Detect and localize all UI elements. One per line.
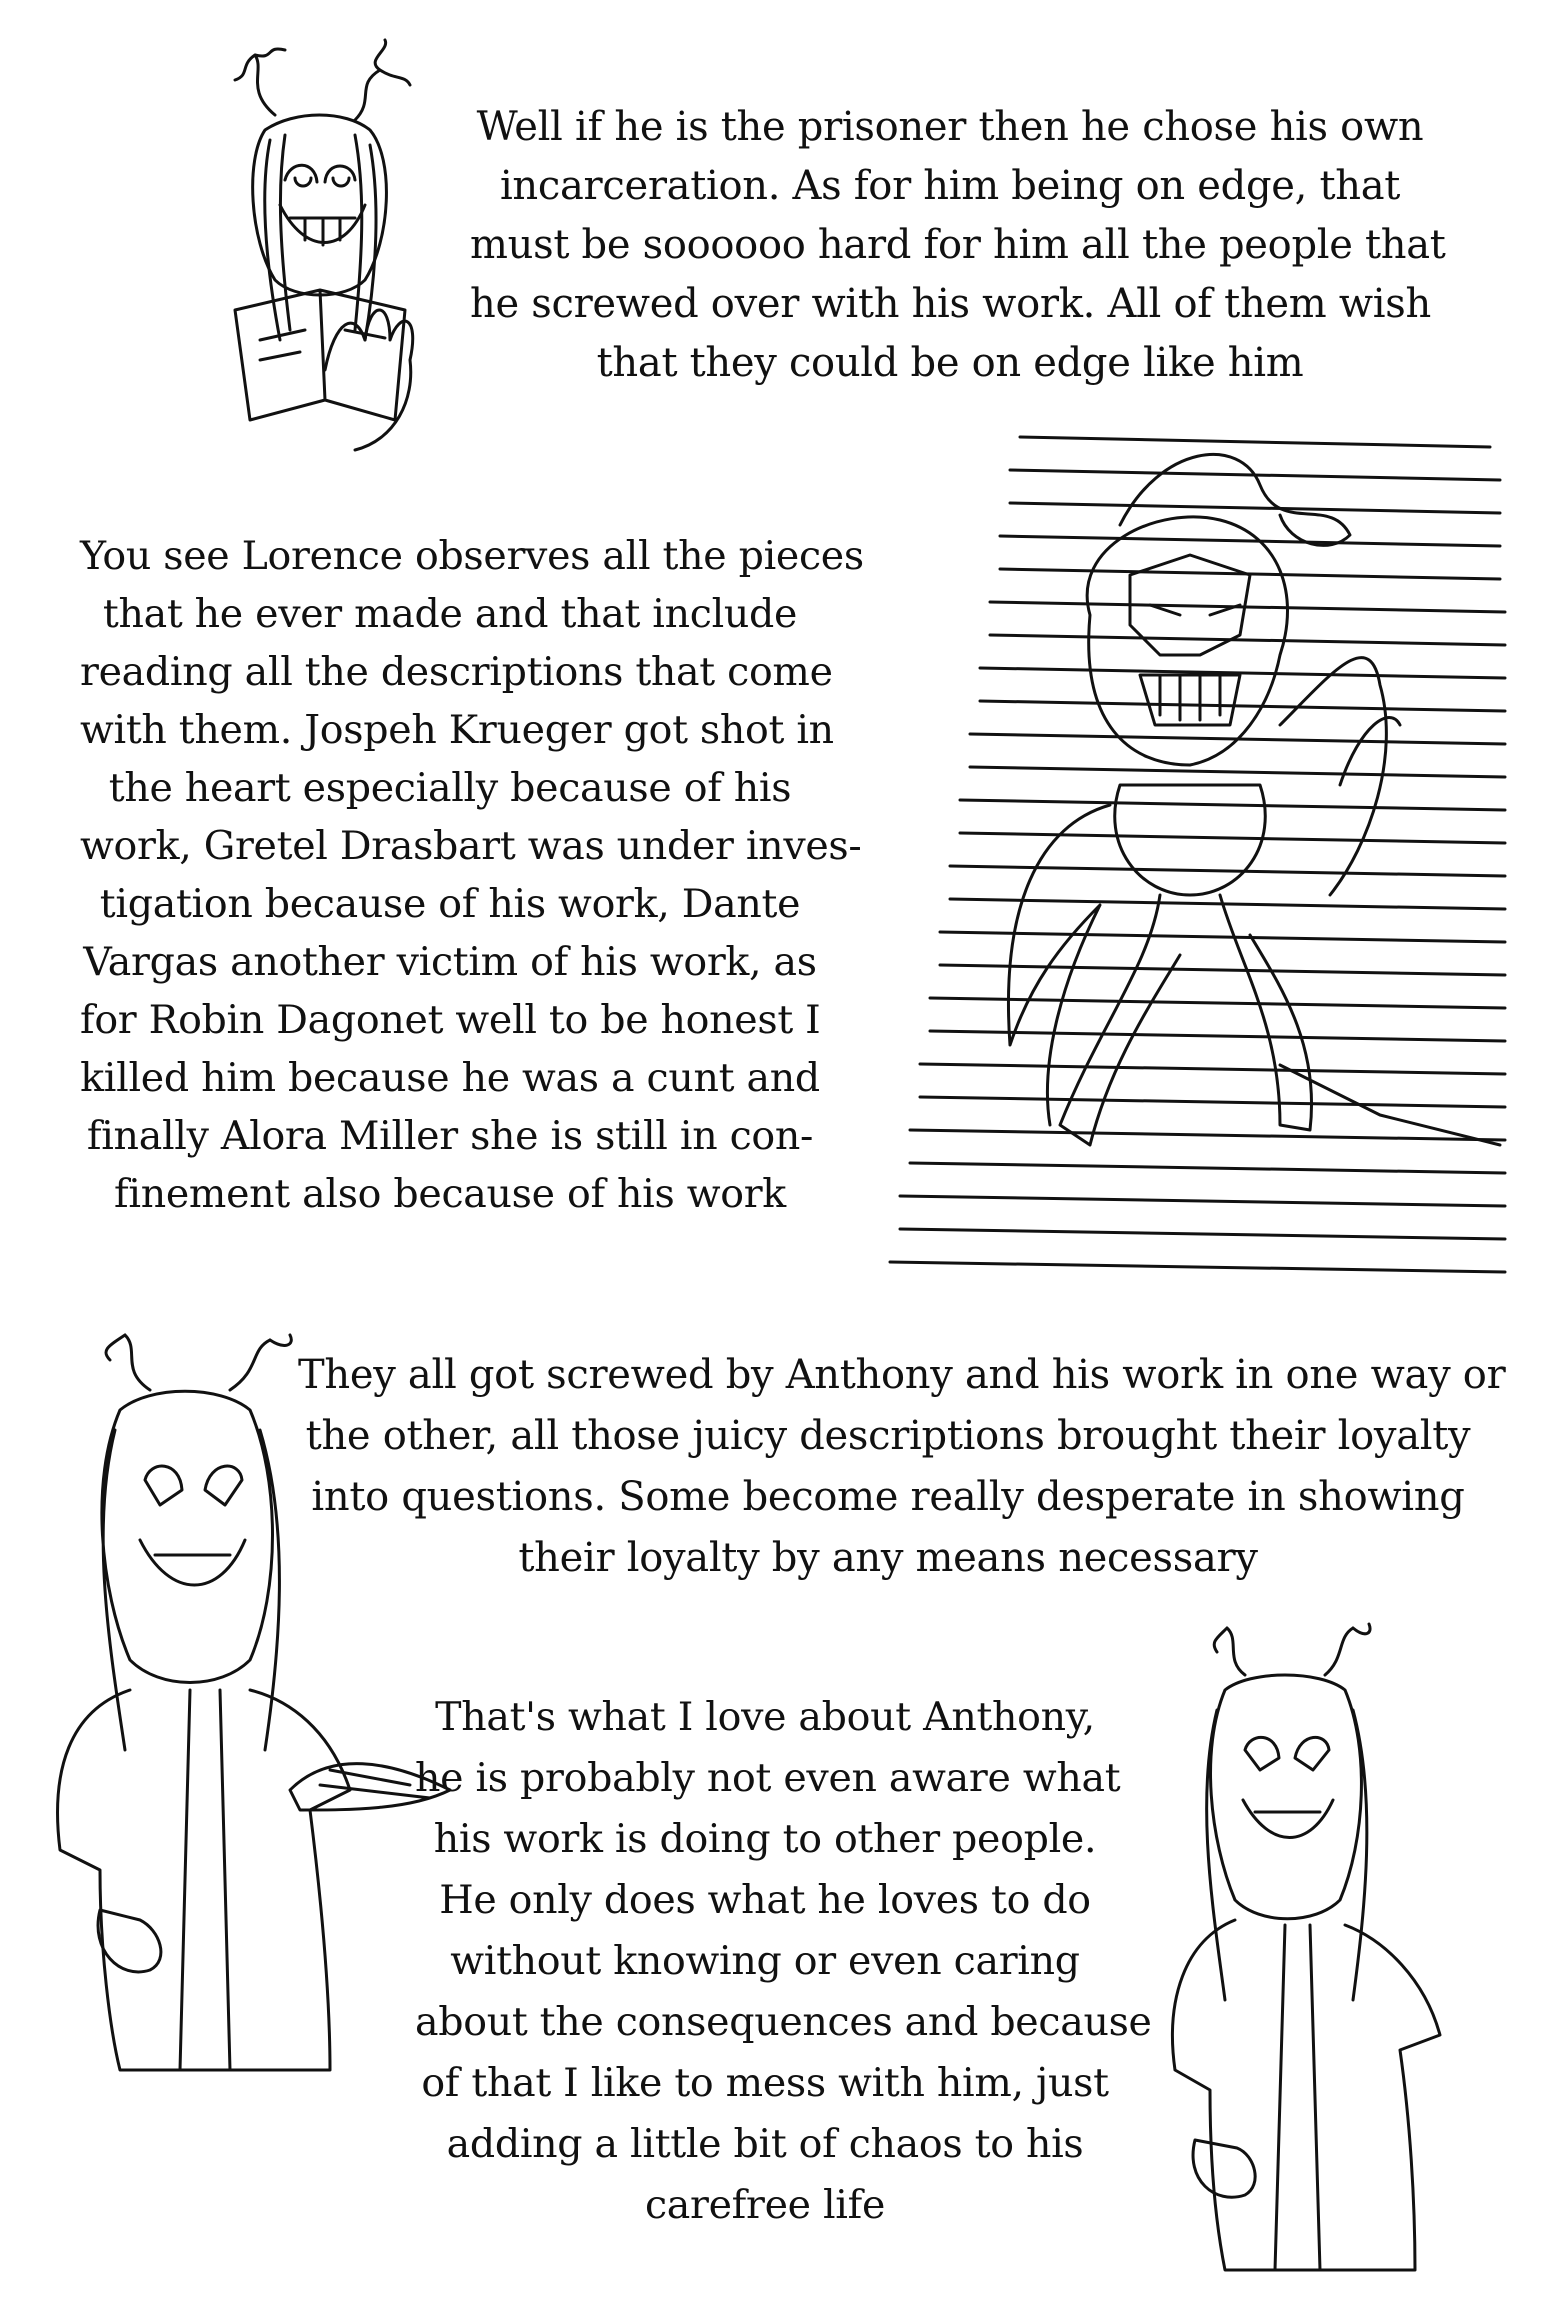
- robed-character-illustration: [1155, 1620, 1485, 2280]
- grinning-reader-illustration: [205, 40, 465, 460]
- text-line: Well if he is the prisoner then he chose his own: [476, 104, 1424, 150]
- grin: [1243, 1800, 1333, 1838]
- text-line: Vargas another victim of his work, as: [83, 939, 817, 985]
- antenna-left: [235, 49, 285, 115]
- grin: [280, 205, 365, 245]
- head-crest: [1120, 454, 1350, 545]
- text-line: They all got screwed by Anthony and his work in one way or: [298, 1352, 1506, 1398]
- text-line: his work is doing to other people.: [433, 1816, 1097, 1862]
- speech-text-4: [415, 1687, 1152, 2236]
- text-line: adding a little bit of chaos to his: [446, 2121, 1084, 2167]
- text-line: that he ever made and that include: [102, 591, 798, 637]
- text-line: reading all the descriptions that come: [80, 649, 833, 695]
- text-line: their loyalty by any means necessary: [518, 1535, 1258, 1581]
- paper-lines: [890, 437, 1505, 1272]
- text-line: into questions. Some become really desperate in showing: [311, 1474, 1465, 1520]
- text-line: tigation because of his work, Dante: [99, 881, 801, 927]
- antennae: [106, 1335, 291, 1390]
- eyes: [145, 1466, 242, 1505]
- text-line: for Robin Dagonet well to be honest I: [80, 997, 821, 1043]
- eyes: [285, 165, 355, 186]
- text-line: He only does what he loves to do: [439, 1877, 1091, 1923]
- text-line: the heart especially because of his: [108, 765, 792, 811]
- speech-text-2: [80, 527, 864, 1223]
- robe: [1173, 1920, 1441, 2270]
- text-line: That's what I love about Anthony,: [435, 1694, 1095, 1740]
- right-claw: [1280, 658, 1400, 895]
- speech-text-1: [470, 98, 1446, 393]
- antenna-right: [355, 40, 410, 120]
- held-book: [290, 1764, 450, 1810]
- grin: [140, 1540, 245, 1585]
- text-line: carefree life: [644, 2182, 886, 2228]
- hand: [98, 1910, 161, 1972]
- antennae: [1214, 1624, 1370, 1675]
- text-line: incarceration. As for him being on edge, that: [499, 163, 1401, 209]
- text-line: You see Lorence observes all the pieces: [80, 533, 864, 579]
- text-line: must be soooooo hard for him all the people that: [470, 222, 1446, 268]
- text-line: about the consequences and because: [415, 1999, 1152, 2045]
- robed-character-with-book-illustration: [30, 1330, 510, 2090]
- hand: [1193, 2140, 1255, 2197]
- text-line: work, Gretel Drasbart was under inves-: [80, 823, 862, 869]
- text-line: with them. Jospeh Krueger got shot in: [80, 707, 834, 753]
- eyes: [1245, 1737, 1329, 1770]
- text-line: he is probably not even aware what: [415, 1755, 1121, 1801]
- creature-legs: [1060, 895, 1500, 1145]
- text-line: the other, all those juicy descriptions brought their loyalty: [305, 1413, 1471, 1459]
- text-line: finally Alora Miller she is still in con-: [86, 1113, 814, 1159]
- text-line: of that I like to mess with him, just: [421, 2060, 1109, 2106]
- creature-body: [1115, 785, 1266, 895]
- text-line: that they could be on edge like him: [596, 340, 1304, 386]
- text-line: finement also because of his work: [114, 1171, 786, 1217]
- text-line: he screwed over with his work. All of them wish: [470, 281, 1431, 327]
- text-line: without knowing or even caring: [450, 1938, 1080, 1984]
- creature-teeth: [1140, 675, 1240, 725]
- robe: [58, 1690, 350, 2070]
- text-line: killed him because he was a cunt and: [80, 1055, 820, 1101]
- creature-on-lined-paper-illustration: [860, 425, 1550, 1295]
